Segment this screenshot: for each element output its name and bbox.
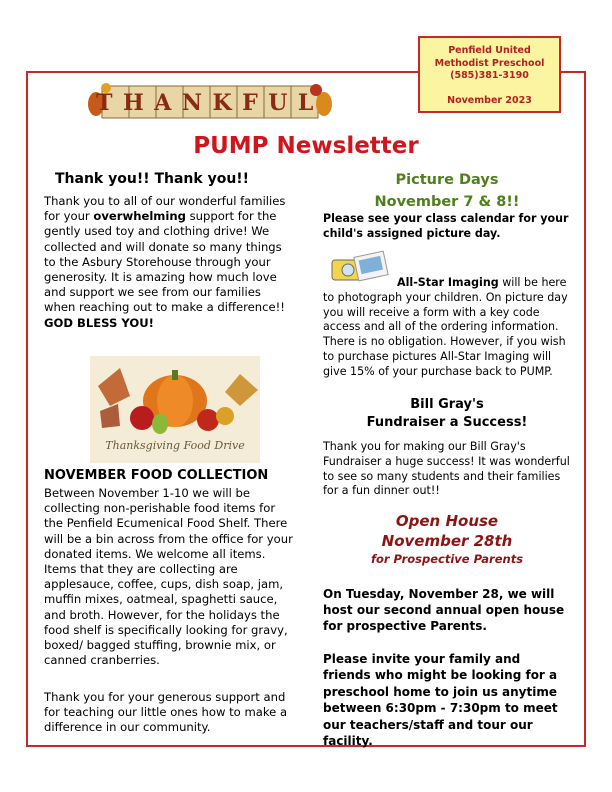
billgray-heading-line1: Bill Gray's — [410, 397, 484, 412]
billgray-heading — [323, 396, 571, 432]
open-house-title: Open House — [395, 512, 499, 530]
thankful-banner — [88, 80, 332, 122]
school-info-box — [418, 36, 561, 113]
open-house-date: November 28th — [381, 532, 513, 550]
closing-paragraph: Thank you for your generous support and for teaching our little ones how to make a difference in our community. — [44, 690, 288, 735]
open-house-paragraph-1: On Tuesday, November 28, we will host our second annual open house for prospective Parents. — [323, 587, 565, 633]
thanks-emphasis: overwhelming — [93, 209, 186, 224]
allstar-paragraph — [323, 276, 571, 380]
issue-date: November 2023 — [447, 94, 532, 106]
thanksgiving-food-drive-image — [90, 356, 260, 463]
billgray-paragraph: Thank you for making our Bill Gray's Fundraiser a huge success! It was wonderful to see so many students and their families for a fun dinner out!! — [323, 440, 570, 498]
picture-days-heading: Picture Days — [395, 172, 499, 188]
food-heading: NOVEMBER FOOD COLLECTION — [44, 468, 269, 483]
image-caption: Thanksgiving Food Drive — [105, 439, 245, 452]
allstar-name: All-Star Imaging — [397, 276, 499, 289]
god-bless-text: GOD BLESS YOU! — [44, 315, 154, 330]
food-paragraph: Between November 1-10 we will be collecting non-perishable food items for the Penfield Ecumenical Food Shelf. There will be a bin across from the office for your donated items. We welcome all items. Items that they are collecting are applesauce, coffee, cups, dish soap, jam, muffin mixes, oatmeal, spaghetti sauce, and broth. However, for the holidays the food shelf is specifically looking for gravy, boxed/ bagged stuffing, brownie mix, or canned cranberries. — [44, 486, 293, 668]
school-phone: (585)381-3190 — [450, 70, 529, 81]
newsletter-title: PUMP Newsletter — [193, 133, 419, 159]
picture-days-dates: November 7 & 8!! — [374, 194, 520, 210]
thanks-text-1: Thank you to all of our wonderful families for your — [44, 194, 286, 224]
thanks-paragraph — [44, 194, 294, 331]
thanks-text-2: support for the gently used toy and clothing drive! We collected and will donate so many things to the Asbury Storehouse through your generosity. It is amazing how much love and support we see from our families when reaching out to make a difference!! — [44, 209, 285, 315]
picture-days-note: Please see your class calendar for your child's assigned picture day. — [323, 212, 569, 240]
thanks-heading: Thank you!! Thank you!! — [55, 171, 250, 187]
banner-text: THANKFUL — [96, 90, 324, 116]
allstar-body: will be here to photograph your children. On picture day you will receive a form with a key code access and all of the ordering information. There is no obligation. However, if you wish to purchase pictures All-Star Imaging will give 15% of your purchase back to PUMP. — [323, 276, 568, 378]
billgray-heading-line2: Fundraiser a Success! — [366, 415, 528, 430]
school-name-line2: Methodist Preschool — [434, 57, 545, 69]
open-house-paragraph-2: Please invite your family and friends who might be looking for a preschool home to join us anytime between 6:30pm - 7:30pm to meet our teachers/staff and tour our facility. — [323, 652, 558, 749]
open-house-subtitle: for Prospective Parents — [370, 552, 524, 566]
school-name-line1: Penfield United — [448, 45, 531, 56]
